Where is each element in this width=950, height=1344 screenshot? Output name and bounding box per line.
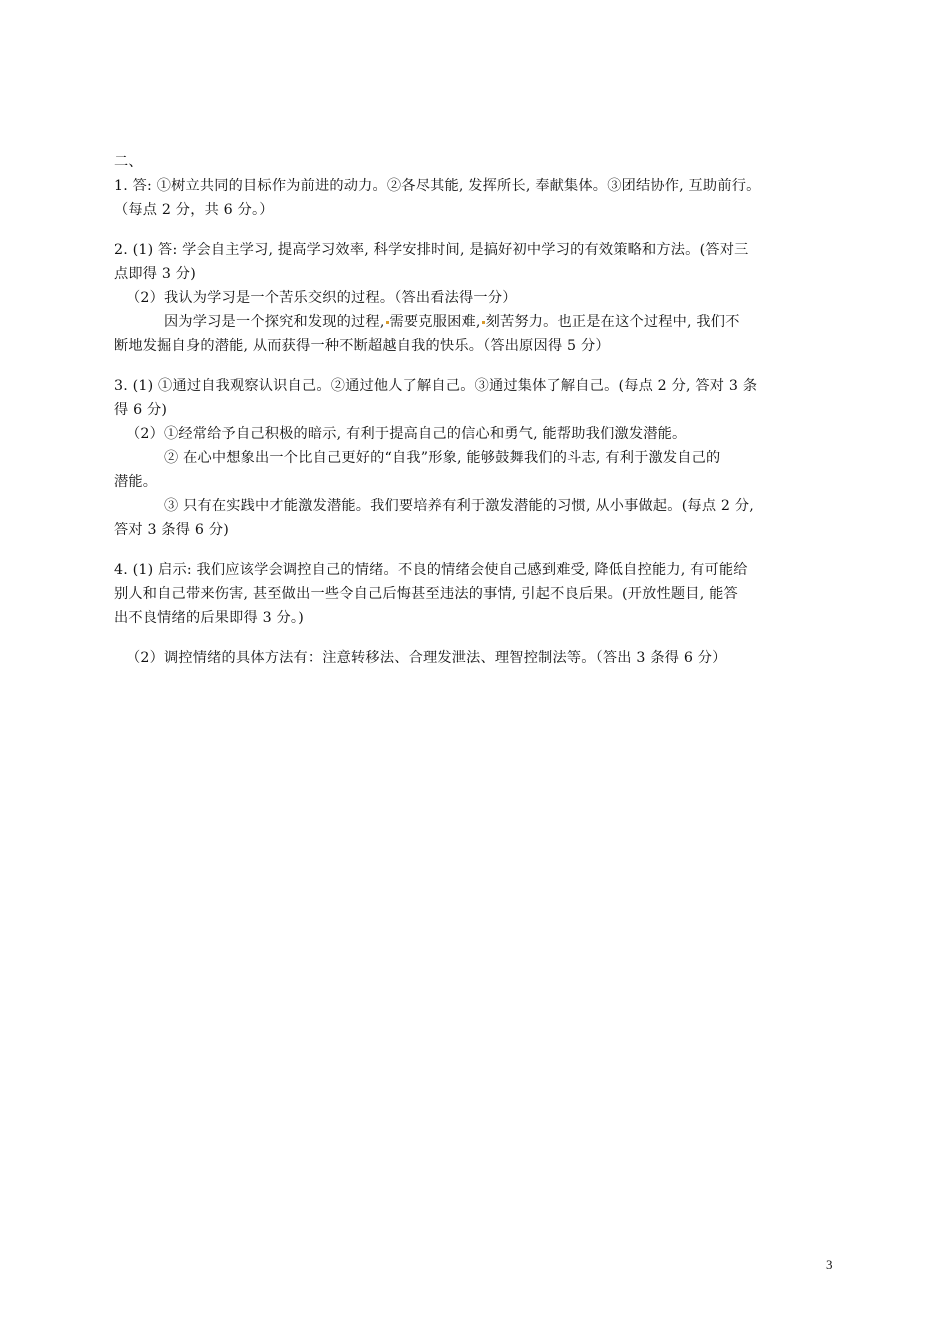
q2-part2-line-3: 断地发掘自身的潜能, 从而获得一种不断超越自我的快乐。（答出原因得 5 分） xyxy=(114,338,610,354)
q2-part1-line-2: 点即得 3 分) xyxy=(114,266,196,282)
q1-line-2: （每点 2 分，共 6 分。） xyxy=(114,202,274,218)
question-2-answer xyxy=(114,238,840,358)
paragraph-gap xyxy=(114,542,840,558)
q3-part2-line-1: （2）①经常给予自己积极的暗示, 有利于提高自己的信心和勇气, 能帮助我们激发潜能。 xyxy=(126,426,687,442)
paragraph-gap xyxy=(114,358,840,374)
q4-part1-line-2: 别人和自己带来伤害, 甚至做出一些令自己后悔甚至违法的事情, 引起不良后果。(开放性题目, 能答 xyxy=(114,586,738,602)
q2-part2-line-2 xyxy=(114,310,840,334)
page-number: 3 xyxy=(826,1257,833,1272)
q3-part1-line-2: 得 6 分) xyxy=(114,402,168,418)
q2-part2-line-1: （2）我认为学习是一个苦乐交织的过程。（答出看法得一分） xyxy=(126,290,517,306)
q4-part2-line-1: （2）调控情绪的具体方法有：注意转移法、合理发泄法、理智控制法等。（答出 3 条得 6 分） xyxy=(126,650,727,666)
question-1-answer xyxy=(114,174,840,222)
q1-line-1: 1. 答: ①树立共同的目标作为前进的动力。②各尽其能, 发挥所长, 奉献集体。③团结协作, 互助前行。 xyxy=(114,178,761,194)
q3-part2-line-2: ② 在心中想象出一个比自己更好的“自我”形象, 能够鼓舞我们的斗志, 有利于激发自己的 xyxy=(164,450,721,466)
question-3-answer xyxy=(114,374,840,542)
q3-part1-line-1: 3. (1) ①通过自我观察认识自己。②通过他人了解自己。③通过集体了解自己。(每点 2 分, 答对 3 条 xyxy=(114,378,758,394)
q2-part2-line-2-b: 需要克服困难, xyxy=(389,314,481,330)
answer-content xyxy=(114,150,840,670)
highlight-mark xyxy=(386,321,389,324)
q2-part2-line-2-a: 因为学习是一个探究和发现的过程, xyxy=(164,314,385,330)
q3-part2-line-4: ③ 只有在实践中才能激发潜能。我们要培养有利于激发潜能的习惯, 从小事做起。(每点 2 分, xyxy=(164,498,754,514)
q4-part1-line-3: 出不良情绪的后果即得 3 分。) xyxy=(114,610,304,626)
question-4-answer xyxy=(114,558,840,670)
highlight-mark xyxy=(482,321,485,324)
q3-part2-line-5: 答对 3 条得 6 分) xyxy=(114,522,229,538)
q3-part2-line-3: 潜能。 xyxy=(114,474,158,490)
paragraph-gap xyxy=(114,630,840,646)
paragraph-gap xyxy=(114,222,840,238)
section-heading: 二、 xyxy=(114,154,143,170)
q2-part2-line-2-c: 刻苦努力。也正是在这个过程中, 我们不 xyxy=(485,314,740,330)
q2-part1-line-1: 2. (1) 答: 学会自主学习, 提高学习效率, 科学安排时间, 是搞好初中学习的有效策略和方法。(答对三 xyxy=(114,242,749,258)
q4-part1-line-1: 4. (1) 启示: 我们应该学会调控自己的情绪。不良的情绪会使自己感到难受, 降低自控能力, 有可能给 xyxy=(114,562,748,578)
